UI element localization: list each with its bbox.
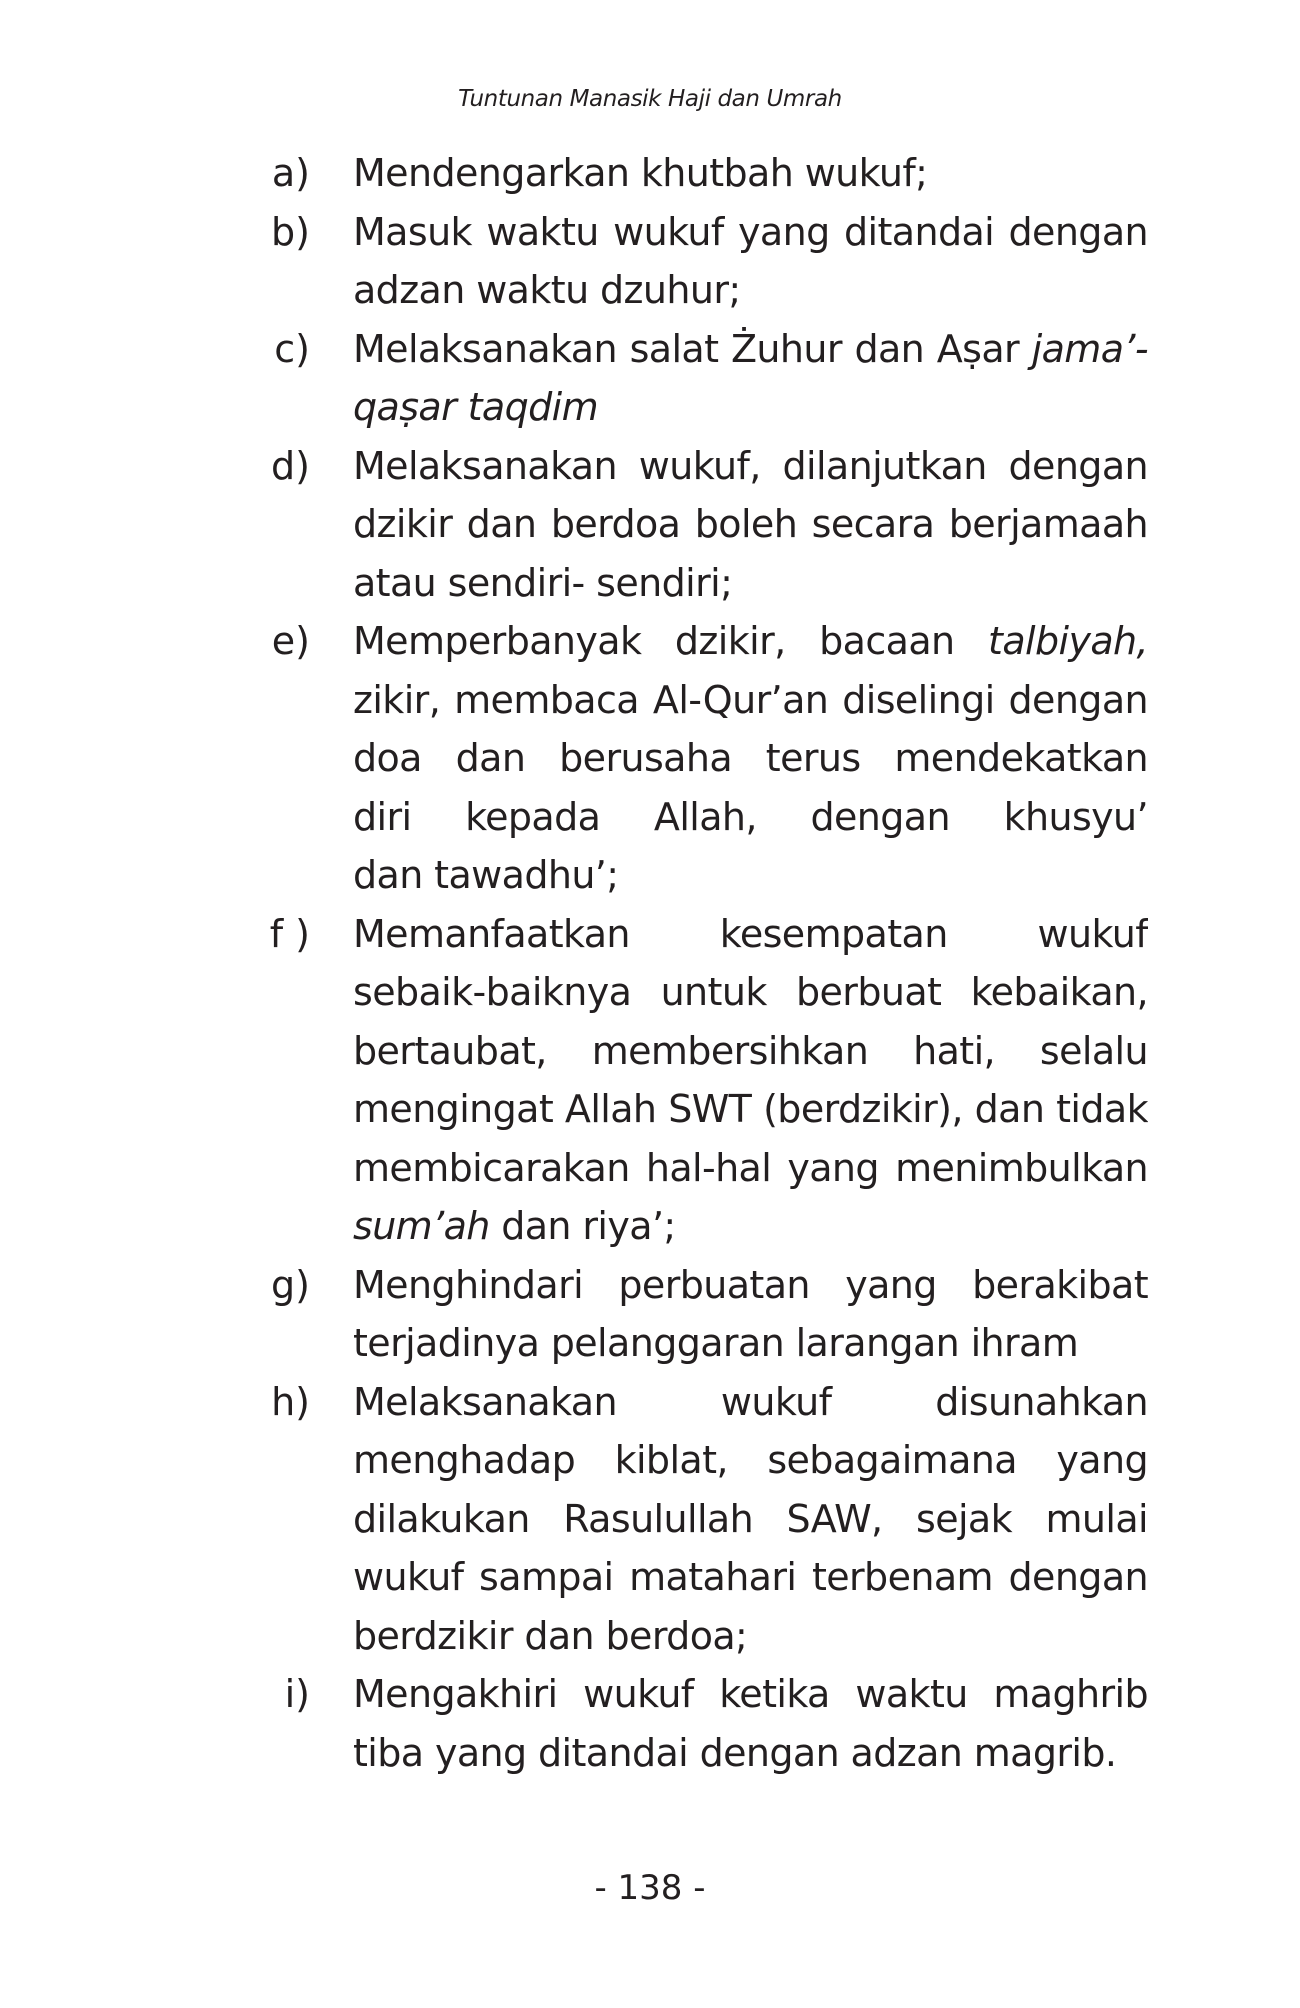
text-line bbox=[353, 320, 1148, 379]
text-line bbox=[353, 905, 1148, 964]
text-line bbox=[353, 203, 1148, 262]
italic-term: jama’- bbox=[1031, 326, 1148, 371]
list-item bbox=[248, 203, 1148, 320]
running-header: Tuntunan Manasik Haji dan Umrah bbox=[458, 86, 842, 112]
text-segment: bertaubat, membersihkan hati, selalu bbox=[353, 1028, 1148, 1073]
text-line bbox=[353, 612, 1148, 671]
list-item bbox=[248, 1256, 1148, 1373]
text-line bbox=[353, 1607, 1148, 1666]
text-segment: zikir, membaca Al-Qur’an diselingi dengan bbox=[353, 677, 1148, 722]
text-segment: mengingat Allah SWT (berdzikir), dan tidak bbox=[353, 1087, 1148, 1131]
text-line bbox=[353, 1490, 1148, 1549]
text-segment: Menghindari perbuatan yang berakibat bbox=[353, 1262, 1148, 1307]
text-line bbox=[353, 1197, 1148, 1256]
text-segment: Memperbanyak dzikir, bacaan bbox=[353, 619, 989, 663]
list-marker: c) bbox=[274, 326, 310, 371]
italic-term: sum’ah bbox=[353, 1204, 490, 1248]
instruction-list bbox=[248, 144, 1148, 1782]
text-segment: Memanfaatkan kesempatan wukuf bbox=[353, 911, 1148, 956]
list-item bbox=[248, 1373, 1148, 1666]
text-segment: wukuf sampai matahari terbenam dengan bbox=[353, 1555, 1148, 1599]
text-line bbox=[353, 729, 1148, 788]
text-segment: diri kepada Allah, dengan khusyu’ bbox=[353, 794, 1148, 839]
list-marker: g) bbox=[271, 1262, 310, 1307]
list-marker: b) bbox=[271, 209, 310, 254]
text-line bbox=[353, 378, 1148, 437]
text-segment: adzan waktu dzuhur; bbox=[353, 268, 741, 312]
text-line bbox=[353, 671, 1148, 730]
text-segment: Mendengarkan khutbah wukuf; bbox=[353, 151, 928, 195]
list-marker: i) bbox=[284, 1672, 310, 1716]
text-line bbox=[353, 1724, 1148, 1783]
list-marker: a) bbox=[271, 151, 310, 195]
page-number: - 138 - bbox=[594, 1868, 706, 1908]
text-line bbox=[353, 437, 1148, 496]
text-segment: tiba yang ditandai dengan adzan magrib. bbox=[353, 1730, 1117, 1775]
list-item bbox=[248, 437, 1148, 613]
text-line bbox=[353, 495, 1148, 554]
list-marker: f ) bbox=[269, 911, 310, 956]
text-segment: doa dan berusaha terus mendekatkan bbox=[353, 736, 1148, 780]
text-segment: dan tawadhu’; bbox=[353, 853, 619, 897]
list-item bbox=[248, 144, 1148, 203]
text-segment: Mengakhiri wukuf ketika waktu maghrib bbox=[353, 1672, 1148, 1716]
text-line bbox=[353, 1139, 1148, 1198]
text-line bbox=[353, 1431, 1148, 1490]
text-segment: terjadinya pelanggaran larangan ihram bbox=[353, 1321, 1079, 1365]
text-line bbox=[353, 963, 1148, 1022]
italic-term: talbiyah, bbox=[988, 619, 1148, 663]
text-line bbox=[353, 1256, 1148, 1315]
list-item bbox=[248, 320, 1148, 437]
list-item bbox=[248, 905, 1148, 1256]
text-line bbox=[353, 1548, 1148, 1607]
text-line bbox=[353, 1080, 1148, 1139]
text-line bbox=[353, 788, 1148, 847]
text-segment: dilakukan Rasulullah SAW, sejak mulai bbox=[353, 1496, 1148, 1541]
text-line bbox=[353, 1665, 1148, 1724]
text-line bbox=[353, 554, 1148, 613]
italic-term: qaṣar taqdim bbox=[353, 385, 598, 429]
text-line bbox=[353, 1373, 1148, 1432]
text-line bbox=[353, 261, 1148, 320]
text-segment: menghadap kiblat, sebagaimana yang bbox=[353, 1438, 1148, 1482]
text-line bbox=[353, 1022, 1148, 1081]
text-segment: berdzikir dan berdoa; bbox=[353, 1613, 748, 1658]
list-item bbox=[248, 1665, 1148, 1782]
text-line bbox=[353, 144, 1148, 203]
text-segment: atau sendiri- sendiri; bbox=[353, 560, 733, 605]
text-segment: dzikir dan berdoa boleh secara berjamaah bbox=[353, 502, 1148, 546]
list-marker: h) bbox=[271, 1379, 310, 1424]
list-marker: d) bbox=[271, 443, 310, 488]
text-line bbox=[353, 1314, 1148, 1373]
text-segment: Melaksanakan wukuf disunahkan bbox=[353, 1379, 1148, 1424]
text-segment: Melaksanakan wukuf, dilanjutkan dengan bbox=[353, 443, 1148, 488]
text-segment: membicarakan hal-hal yang menimbulkan bbox=[353, 1145, 1148, 1190]
text-segment: dan riya’; bbox=[489, 1204, 676, 1248]
text-segment: Masuk waktu wukuf yang ditandai dengan bbox=[353, 209, 1148, 254]
list-item bbox=[248, 612, 1148, 905]
list-marker: e) bbox=[271, 619, 310, 663]
text-segment: Melaksanakan salat Żuhur dan Aṣar bbox=[353, 326, 1032, 371]
text-line bbox=[353, 846, 1148, 905]
text-segment: sebaik-baiknya untuk berbuat kebaikan, bbox=[353, 970, 1148, 1014]
